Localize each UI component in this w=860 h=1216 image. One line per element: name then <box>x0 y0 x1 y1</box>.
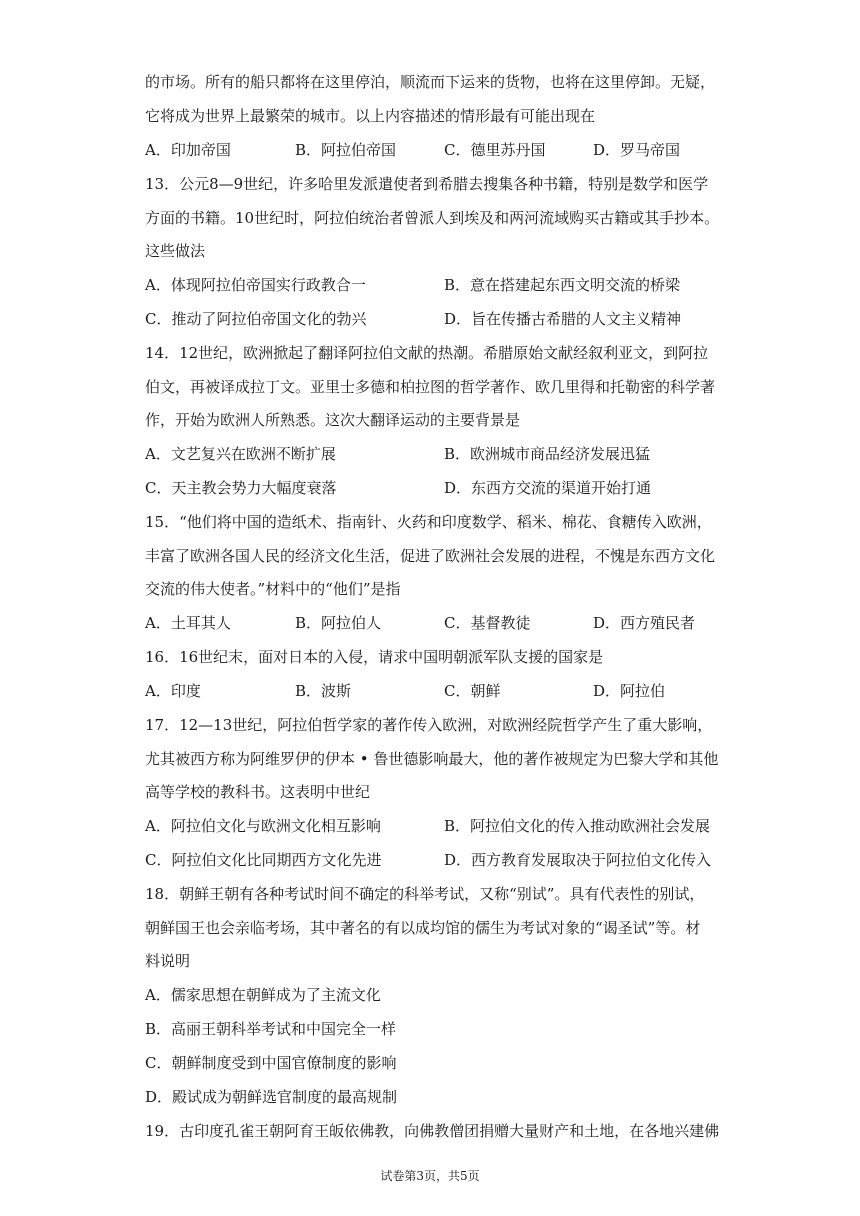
q14-option-b[interactable]: B．欧洲城市商品经济发展迅猛 <box>444 445 651 463</box>
q18-text-line: 18．朝鲜王朝有各种考试时间不确定的科举考试，又称“别试”。具有代表性的别试， <box>145 885 705 903</box>
q15-text-line: 15．“他们将中国的造纸术、指南针、火药和印度数学、稻米、棉花、食糖传入欧洲， <box>145 513 712 531</box>
page-footer: 试卷第3页，共5页 <box>380 1169 480 1183</box>
q12-option-d[interactable]: D．罗马帝国 <box>593 141 681 159</box>
q12-option-c[interactable]: C．德里苏丹国 <box>444 141 546 159</box>
q17-text-line: 17．12—13世纪，阿拉伯哲学家的著作传入欧洲，对欧洲经院哲学产生了重大影响， <box>145 716 713 734</box>
q12-option-b[interactable]: B．阿拉伯帝国 <box>295 141 397 159</box>
q16-option-b[interactable]: B．波斯 <box>295 682 352 700</box>
q12-text-line: 它将成为世界上最繁荣的城市。以上内容描述的情形最有可能出现在 <box>145 107 596 125</box>
q13-option-a[interactable]: A．体现阿拉伯帝国实行政教合一 <box>145 276 366 294</box>
q13-option-b[interactable]: B．意在搭建起东西文明交流的桥梁 <box>444 276 681 294</box>
q17-text-line: 高等学校的教科书。这表明中世纪 <box>145 783 371 801</box>
q12-text-line: 的市场。所有的船只都将在这里停泊，顺流而下运来的货物，也将在这里停卸。无疑， <box>145 73 716 91</box>
q12-option-a[interactable]: A．印加帝国 <box>145 141 231 159</box>
q16-option-d[interactable]: D．阿拉伯 <box>593 682 666 700</box>
q17-option-b[interactable]: B．阿拉伯文化的传入推动欧洲社会发展 <box>444 817 711 835</box>
q17-option-a[interactable]: A．阿拉伯文化与欧洲文化相互影响 <box>145 817 381 835</box>
q18-text-line: 朝鲜国王也会亲临考场，其中著名的有以成均馆的儒生为考试对象的“谒圣试”等。材 <box>145 919 701 937</box>
q16-option-c[interactable]: C．朝鲜 <box>444 682 501 700</box>
q18-text-line: 料说明 <box>145 952 191 970</box>
q17-text-line: 尤其被西方称为阿维罗伊的伊本 • 鲁世德影响最大，他的著作被规定为巴黎大学和其他 <box>145 750 719 768</box>
q15-text-line: 交流的伟大使者。”材料中的“他们”是指 <box>145 580 401 598</box>
q13-text-line: 13．公元8—9世纪，许多哈里发派遣使者到希腊去搜集各种书籍，特别是数学和医学 <box>145 175 709 193</box>
q18-option-a[interactable]: A．儒家思想在朝鲜成为了主流文化 <box>145 986 381 1004</box>
q17-option-c[interactable]: C．阿拉伯文化比同期西方文化先进 <box>145 851 382 869</box>
q15-option-b[interactable]: B．阿拉伯人 <box>295 614 382 632</box>
q13-option-c[interactable]: C．推动了阿拉伯帝国文化的勃兴 <box>145 310 367 328</box>
q14-text-line: 14．12世纪，欧洲掀起了翻译阿拉伯文献的热潮。希腊原始文献经叙利亚文，到阿拉 <box>145 344 709 362</box>
q16-text-line: 16．16世纪末，面对日本的入侵，请求中国明朝派军队支援的国家是 <box>145 648 604 666</box>
q15-text-line: 丰富了欧洲各国人民的经济文化生活，促进了欧洲社会发展的进程，不愧是东西方文化 <box>145 547 716 565</box>
q15-option-a[interactable]: A．土耳其人 <box>145 614 231 632</box>
q13-option-d[interactable]: D．旨在传播古希腊的人文主义精神 <box>444 310 682 328</box>
q14-option-d[interactable]: D．东西方交流的渠道开始打通 <box>444 479 652 497</box>
q14-text-line: 伯文，再被译成拉丁文。亚里士多德和柏拉图的哲学著作、欧几里得和托勒密的科学著 <box>145 378 716 396</box>
q14-option-a[interactable]: A．文艺复兴在欧洲不断扩展 <box>145 445 336 463</box>
q17-option-d[interactable]: D．西方教育发展取决于阿拉伯文化传入 <box>444 851 712 869</box>
q15-option-c[interactable]: C．基督教徒 <box>444 614 531 632</box>
q18-option-c[interactable]: C．朝鲜制度受到中国官僚制度的影响 <box>145 1054 397 1072</box>
q15-option-d[interactable]: D．西方殖民者 <box>593 614 696 632</box>
q18-option-d[interactable]: D．殿试成为朝鲜选官制度的最高规制 <box>145 1088 398 1106</box>
q16-option-a[interactable]: A．印度 <box>145 682 201 700</box>
q14-option-c[interactable]: C．天主教会势力大幅度衰落 <box>145 479 337 497</box>
q13-text-line: 这些做法 <box>145 242 206 260</box>
q13-text-line: 方面的书籍。10世纪时，阿拉伯统治者曾派人到埃及和两河流域购买古籍或其手抄本。 <box>145 209 720 227</box>
q19-text-line: 19．古印度孔雀王朝阿育王皈依佛教，向佛教僧团捐赠大量财产和土地，在各地兴建佛 <box>145 1122 720 1140</box>
q14-text-line: 作，开始为欧洲人所熟悉。这次大翻译运动的主要背景是 <box>145 411 521 429</box>
q18-option-b[interactable]: B．高丽王朝科举考试和中国完全一样 <box>145 1020 397 1038</box>
